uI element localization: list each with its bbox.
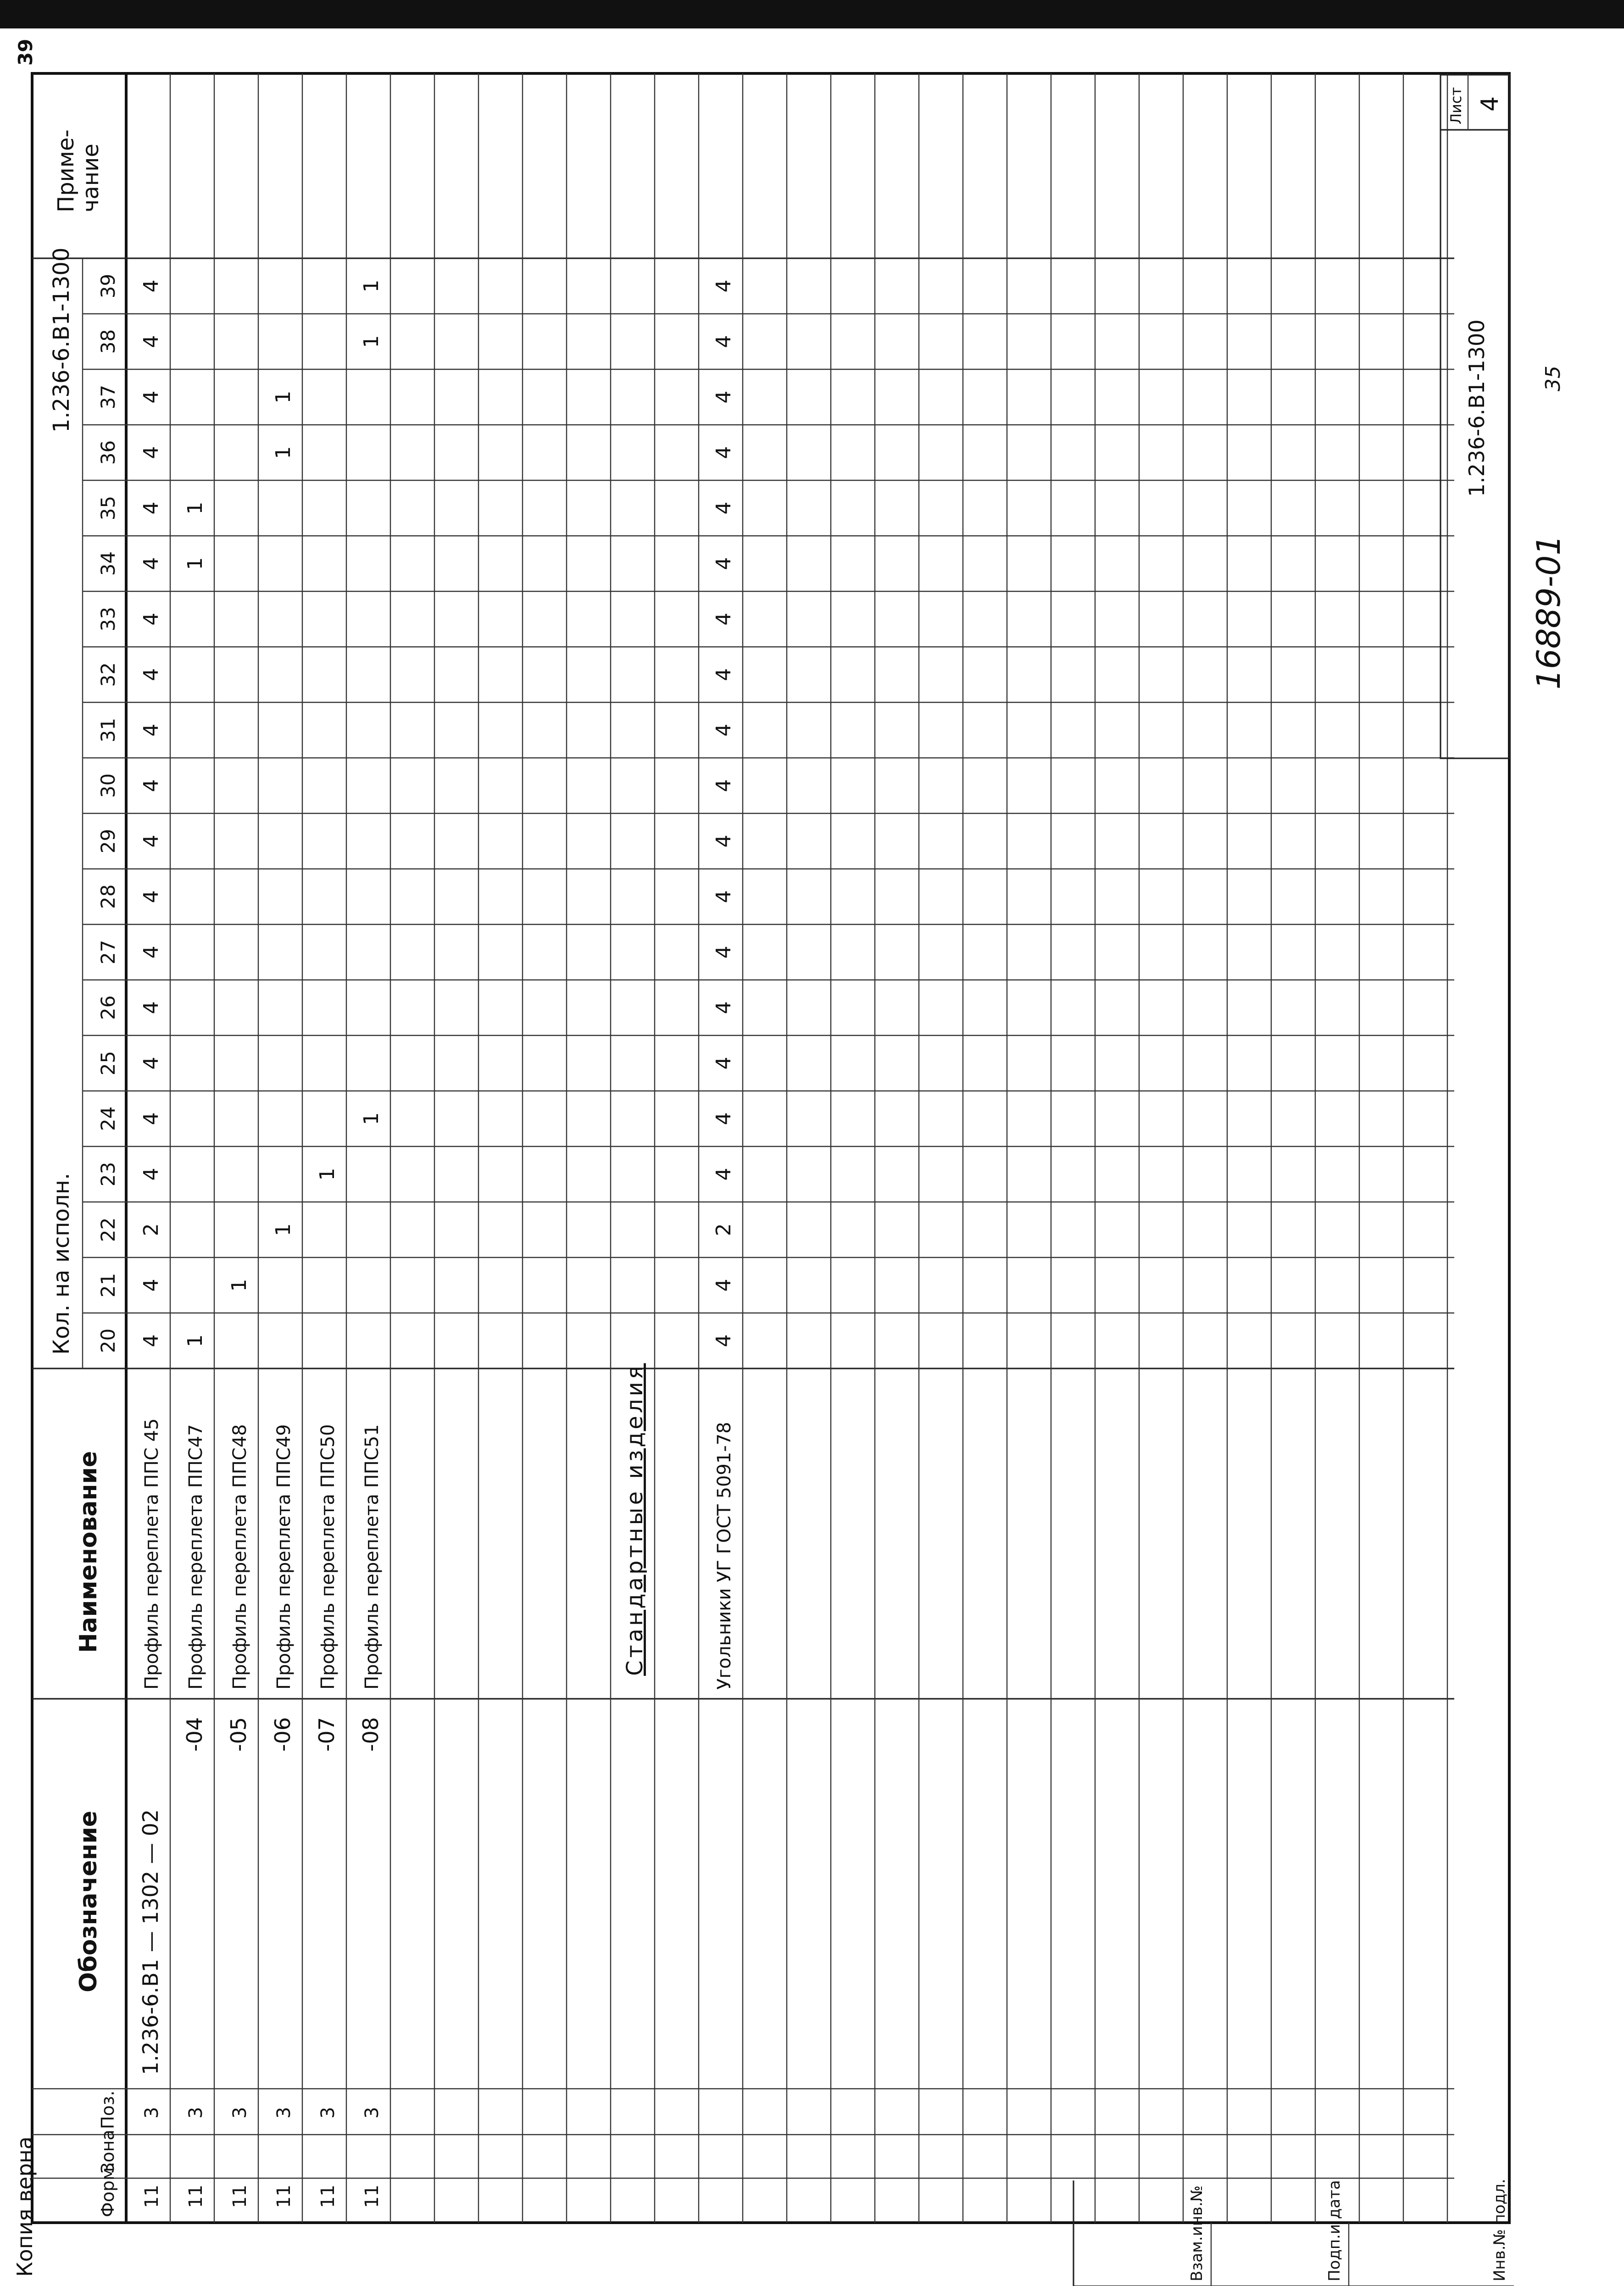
qty-col-header: 37	[97, 384, 119, 410]
row-qty: 1	[360, 335, 384, 348]
qty-col-header: 25	[97, 1051, 119, 1076]
qty-col-header: 38	[97, 329, 119, 354]
row-designation: -05	[226, 1717, 251, 1752]
qty-col-header: 27	[97, 940, 119, 965]
qty-col-header: 32	[97, 662, 119, 687]
row-qty: 2	[139, 1223, 163, 1236]
row-format: 11	[317, 2185, 339, 2208]
page-corner-number: 39	[14, 39, 37, 66]
qty-col-header: 36	[97, 440, 119, 465]
row-qty: 4	[712, 446, 736, 459]
row-qty: 4	[712, 501, 736, 515]
row-qty: 4	[139, 1112, 163, 1125]
stamp-sheet-label: Лист	[1447, 87, 1465, 124]
row-qty: 4	[712, 668, 736, 681]
row-qty: 4	[712, 834, 736, 848]
row-qty: 4	[712, 1334, 736, 1347]
row-qty: 4	[139, 834, 163, 848]
row-qty: 4	[139, 1168, 163, 1181]
row-qty: 4	[139, 1334, 163, 1347]
row-name: Профиль переплета ППС51	[362, 1424, 383, 1690]
grid-rows	[170, 73, 1447, 2223]
qty-col-header: 39	[97, 273, 119, 299]
row-qty: 4	[139, 446, 163, 459]
row-format: 11	[141, 2185, 163, 2208]
copy-note: Копия верна	[12, 2136, 37, 2277]
row-qty: 4	[712, 1112, 736, 1125]
row-position: 3	[273, 2107, 295, 2119]
row-qty: 4	[139, 890, 163, 903]
qty-col-header: 23	[97, 1162, 119, 1187]
qty-col-header: 28	[97, 884, 119, 909]
row-designation: -06	[270, 1717, 295, 1752]
row-qty: 4	[139, 612, 163, 626]
row-qty: 4	[712, 946, 736, 959]
row-name: Угольники УГ ГОСТ 5091-78	[714, 1422, 735, 1690]
row-qty: 4	[712, 557, 736, 570]
table-frame	[32, 73, 1509, 2223]
stamp-title: 1.236-6.В1-1300	[1464, 319, 1489, 497]
row-qty: 4	[139, 946, 163, 959]
row-qty: 1	[316, 1168, 339, 1181]
row-format: 11	[229, 2185, 251, 2208]
row-format: 11	[273, 2185, 295, 2208]
row-qty: 1	[272, 446, 295, 459]
row-qty: 4	[139, 1057, 163, 1070]
rotated-table	[12, 39, 1568, 2286]
qty-col-header: 26	[97, 995, 119, 1020]
row-qty: 4	[139, 279, 163, 293]
row-position: 3	[317, 2107, 339, 2119]
header-zone: Зона	[98, 2130, 118, 2174]
row-qty: 4	[712, 390, 736, 404]
header-note: Приме-чание	[53, 129, 104, 212]
row-qty: 4	[139, 501, 163, 515]
qty-col-header: 35	[97, 495, 119, 521]
handwritten-page: 35	[1541, 366, 1565, 391]
row-designation: -04	[182, 1717, 207, 1752]
strip-label-sign: Подп.и дата	[1325, 2180, 1344, 2281]
qty-col-header: 31	[97, 718, 119, 743]
row-content	[138, 280, 735, 2208]
row-name: Профиль переплета ППС50	[317, 1424, 339, 1690]
qty-col-header: 22	[97, 1217, 119, 1242]
header-position: Поз.	[98, 2090, 118, 2129]
qty-col-header: 24	[97, 1106, 119, 1131]
row-qty: 1	[184, 1334, 207, 1347]
section-title: Стандартные изделия	[622, 1363, 648, 1676]
row-qty: 1	[360, 1112, 384, 1125]
row-qty: 4	[139, 1279, 163, 1292]
row-qty: 1	[272, 1223, 295, 1236]
row-format: 11	[362, 2185, 383, 2208]
row-qty: 4	[712, 335, 736, 348]
row-qty: 1	[360, 279, 384, 293]
row-qty: 4	[139, 779, 163, 792]
row-qty: 1	[228, 1279, 251, 1292]
header-name: Наименование	[75, 1451, 102, 1653]
row-qty: 4	[712, 612, 736, 626]
header-quantity-subgroup: 1.236-6.В1-1300	[49, 247, 74, 433]
row-qty: 4	[139, 1001, 163, 1014]
row-qty: 4	[712, 279, 736, 293]
row-qty: 4	[712, 1168, 736, 1181]
row-position: 3	[185, 2107, 207, 2119]
handwritten-reference: 16889-01	[1530, 534, 1568, 690]
row-qty: 4	[139, 668, 163, 681]
row-qty: 4	[712, 1001, 736, 1014]
row-name: Профиль переплета ППС 45	[141, 1418, 163, 1690]
row-name: Профиль переплета ППС47	[185, 1424, 207, 1690]
row-qty: 4	[712, 1279, 736, 1292]
row-qty: 1	[272, 390, 295, 404]
row-qty: 4	[712, 779, 736, 792]
row-qty: 4	[139, 335, 163, 348]
row-name: Профиль переплета ППС49	[273, 1424, 295, 1690]
row-qty: 4	[139, 557, 163, 570]
row-qty: 4	[712, 890, 736, 903]
row-qty: 1	[184, 557, 207, 570]
qty-col-header: 34	[97, 551, 119, 576]
qty-col-header: 21	[97, 1273, 119, 1298]
row-qty: 2	[712, 1223, 736, 1236]
qty-col-header: 33	[97, 606, 119, 632]
row-qty: 4	[139, 723, 163, 737]
quantity-columns	[83, 274, 1454, 1353]
row-position: 3	[141, 2107, 163, 2119]
row-position: 3	[229, 2107, 251, 2119]
qty-col-header: 30	[97, 773, 119, 798]
row-format: 11	[185, 2185, 207, 2208]
row-position: 3	[362, 2107, 383, 2119]
row-qty: 1	[184, 501, 207, 515]
row-qty: 4	[712, 723, 736, 737]
row-qty: 4	[139, 390, 163, 404]
strip-label-replace: Взам.инв.№	[1188, 2185, 1206, 2281]
row-designation: -07	[314, 1717, 339, 1752]
row-qty: 4	[712, 1057, 736, 1070]
qty-col-header: 20	[97, 1328, 119, 1353]
row-designation: 1.236-6.В1 — 1302 — 02	[138, 1809, 163, 2075]
stamp-sheet-number: 4	[1476, 96, 1504, 111]
row-designation: -08	[358, 1717, 384, 1752]
header-designation: Обозначение	[75, 1810, 102, 1992]
header-format: Форм.	[98, 2162, 118, 2217]
strip-label-inv: Инв.№ подл.	[1491, 2179, 1509, 2281]
row-name: Профиль переплета ППС48	[229, 1424, 251, 1690]
qty-col-header: 29	[97, 829, 119, 854]
header-quantity-group: Кол. на исполн.	[49, 1173, 74, 1355]
